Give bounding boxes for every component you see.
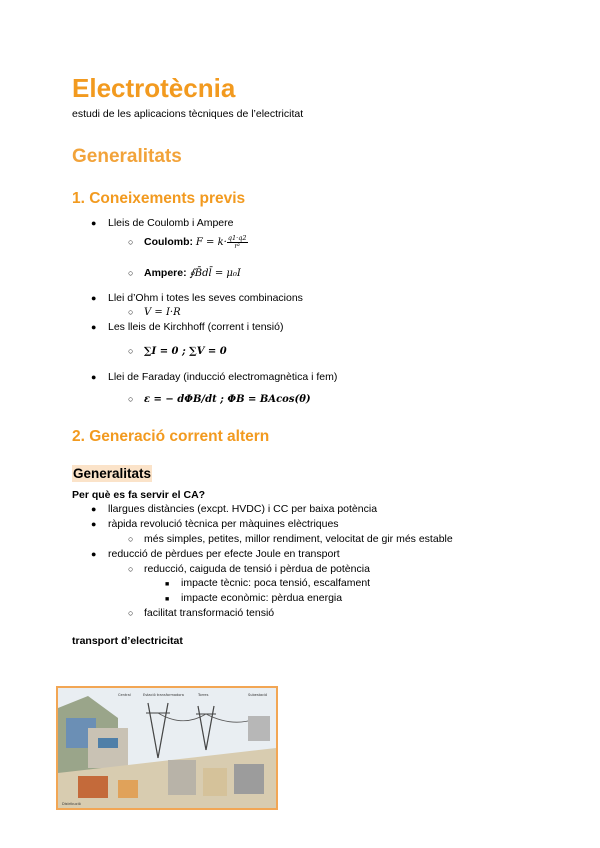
power-grid-drawing <box>58 688 276 808</box>
label-central: Central <box>118 693 131 697</box>
label-distribucio: Distribució <box>62 802 81 806</box>
kirchhoff-formula: ∑I = 0 ; ∑V = 0 <box>144 346 227 357</box>
circle-bullet-icon: ○ <box>128 394 134 404</box>
list-item: Llei d’Ohm i totes les seves combinacions <box>108 292 303 304</box>
faraday-formula: ε = − dΦB/dt ; ΦB = BAcos(θ) <box>144 394 311 405</box>
circle-bullet-icon: ○ <box>128 307 134 317</box>
circle-bullet-icon: ○ <box>128 564 134 574</box>
list-item: reducció de pèrdues per efecte Joule en transport <box>108 548 340 560</box>
list-item: facilitat transformació tensió <box>144 607 275 619</box>
power-transport-illustration <box>56 686 278 810</box>
bullet-icon: ● <box>91 504 97 514</box>
bullet-icon: ● <box>91 519 97 529</box>
circle-bullet-icon: ○ <box>128 237 134 247</box>
transport-heading: transport d’electricitat <box>72 635 183 647</box>
bullet-icon: ● <box>91 218 97 228</box>
square-bullet-icon: ■ <box>165 596 170 603</box>
ohm-formula: V = I·R <box>144 307 181 318</box>
label-torres: Torres <box>198 693 209 697</box>
circle-bullet-icon: ○ <box>128 534 134 544</box>
list-item: Lleis de Coulomb i Ampere <box>108 217 234 229</box>
square-bullet-icon: ■ <box>165 581 170 588</box>
bullet-icon: ● <box>91 293 97 303</box>
ampere-label: Ampere: <box>144 267 187 279</box>
list-item: llargues distàncies (excpt. HVDC) i CC per baixa potència <box>108 503 378 515</box>
circle-bullet-icon: ○ <box>128 268 134 278</box>
circle-bullet-icon: ○ <box>128 608 134 618</box>
section-generalitats-heading: Generalitats <box>72 146 182 167</box>
circle-bullet-icon: ○ <box>128 346 134 356</box>
page-subtitle: estudi de les aplicacions tècniques de l’electricitat <box>72 108 304 120</box>
label-estacio: Estació transformadora <box>143 693 184 697</box>
ampere-formula: Ampere: ∮B̄dl̄ = μ₀I <box>144 267 241 279</box>
section-1-heading: 1. Coneixements previs <box>72 190 246 207</box>
list-item: impacte econòmic: pèrdua energia <box>181 592 343 604</box>
list-item: ràpida revolució tècnica per màquines elèctriques <box>108 518 339 530</box>
label-subestacio: Subestació <box>248 693 268 697</box>
list-item: Llei de Faraday (inducció electromagnètica i fem) <box>108 371 338 383</box>
bullet-icon: ● <box>91 372 97 382</box>
list-item: impacte tècnic: poca tensió, escalfament <box>181 577 371 589</box>
list-item: reducció, caiguda de tensió i pèrdua de potència <box>144 563 370 575</box>
list-item: més simples, petites, millor rendiment, velocitat de gir més estable <box>144 533 453 545</box>
bullet-icon: ● <box>91 322 97 332</box>
subsection-generalitats: Generalitats <box>73 466 152 481</box>
page-title: Electrotècnia <box>72 73 236 103</box>
question-text: Per què es fa servir el CA? <box>72 489 206 501</box>
section-2-heading: 2. Generació corrent altern <box>72 428 270 445</box>
bullet-icon: ● <box>91 549 97 559</box>
list-item: Les lleis de Kirchhoff (corrent i tensió) <box>108 321 284 333</box>
coulomb-label: Coulomb: <box>144 236 193 248</box>
coulomb-formula: Coulomb: F = k· $\frac{q1\cdot q2}{\text{r²}}$ <box>144 233 247 250</box>
